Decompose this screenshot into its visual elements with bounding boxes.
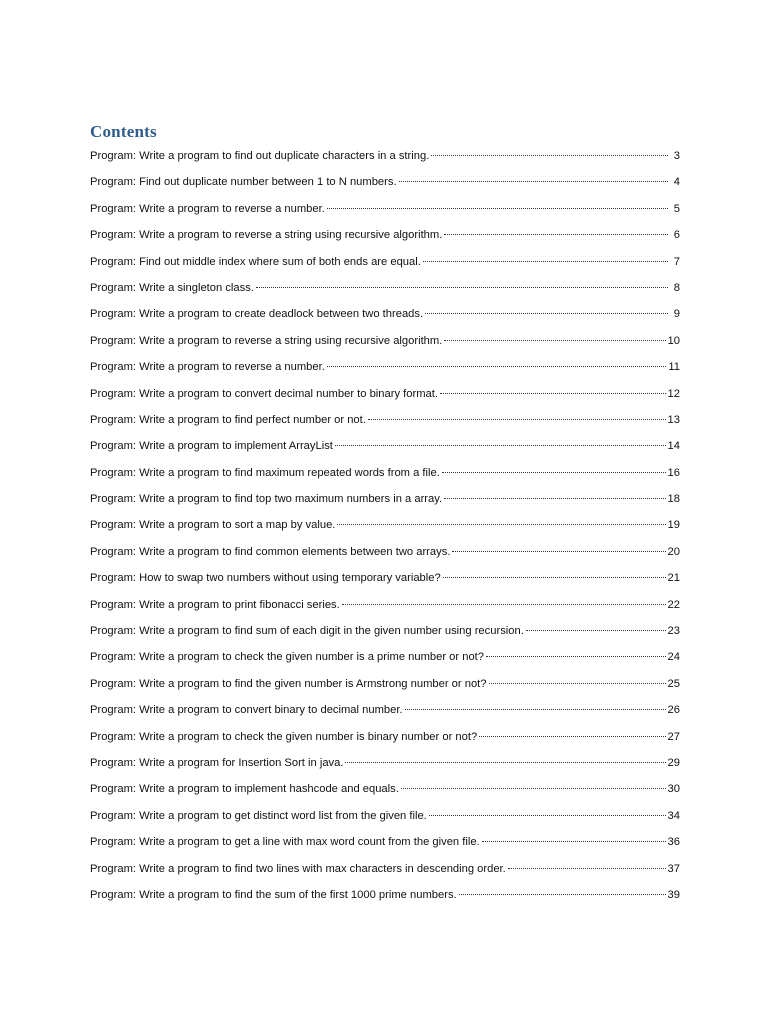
toc-entry-title: Program: Write a program to find two lines with max characters in descending order.	[90, 862, 506, 875]
toc-entry-title: Program: Write a program for Insertion Sort in java.	[90, 756, 344, 769]
toc-entry-title: Program: Write a program to sort a map by value.	[90, 519, 336, 532]
toc-dot-leader	[489, 682, 666, 684]
toc-entry-title: Program: Write a program to find sum of each digit in the given number using recursion.	[90, 625, 524, 638]
toc-entry[interactable]	[90, 728, 680, 754]
toc-entry[interactable]	[90, 780, 680, 806]
toc-entry-page-number: 6	[673, 229, 680, 242]
toc-dot-leader	[486, 655, 666, 657]
toc-entry-title: Program: Find out middle index where sum of both ends are equal.	[90, 255, 421, 268]
toc-dot-leader	[442, 471, 666, 473]
toc-entry-title: Program: Write a program to reverse a number.	[90, 202, 325, 215]
toc-entry-page-number: 24	[667, 651, 680, 664]
toc-entry-title: Program: Write a program to convert decimal number to binary format.	[90, 387, 438, 400]
toc-dot-leader	[479, 735, 665, 737]
toc-entry-page-number: 22	[667, 598, 680, 611]
toc-entry-page-number: 20	[667, 545, 680, 558]
toc-dot-leader	[399, 180, 668, 182]
toc-dot-leader	[256, 286, 668, 288]
toc-dot-leader	[452, 550, 665, 552]
toc-entry-page-number: 29	[667, 756, 680, 769]
toc-dot-leader	[482, 840, 666, 842]
toc-entry[interactable]	[90, 648, 680, 674]
toc-dot-leader	[345, 761, 665, 763]
toc-entry-title: Program: Write a singleton class.	[90, 281, 254, 294]
toc-dot-leader	[327, 207, 668, 209]
toc-entry-page-number: 39	[667, 888, 680, 901]
toc-entry-title: Program: Write a program to find the given number is Armstrong number or not?	[90, 677, 487, 690]
toc-entry-title: Program: Write a program to get distinct word list from the given file.	[90, 809, 427, 822]
toc-entry[interactable]	[90, 464, 680, 490]
toc-entry-title: Program: Write a program to find maximum repeated words from a file.	[90, 466, 440, 479]
toc-heading: Contents	[90, 122, 157, 141]
toc-entry[interactable]	[90, 675, 680, 701]
toc-entry[interactable]	[90, 173, 680, 199]
toc-entry-page-number: 37	[667, 862, 680, 875]
toc-entry-page-number: 11	[668, 361, 680, 374]
toc-entry-title: Program: Write a program to reverse a string using recursive algorithm.	[90, 334, 443, 347]
toc-dot-leader	[425, 312, 668, 314]
toc-entry-page-number: 19	[667, 519, 680, 532]
toc-entry-title: Program: Write a program to find the sum of the first 1000 prime numbers.	[90, 888, 457, 901]
toc-entry-title: Program: Write a program to print fibonacci series.	[90, 598, 340, 611]
toc-entry-page-number: 30	[667, 783, 680, 796]
toc-entry[interactable]	[90, 622, 680, 648]
toc-dot-leader	[423, 260, 668, 262]
toc-entry-page-number: 4	[673, 176, 680, 189]
toc-dot-leader	[508, 867, 666, 869]
toc-entry-page-number: 7	[673, 255, 680, 268]
toc-entry[interactable]	[90, 754, 680, 780]
toc-dot-leader	[440, 392, 666, 394]
toc-dot-leader	[429, 814, 666, 816]
toc-entry[interactable]	[90, 490, 680, 516]
toc-entry[interactable]	[90, 596, 680, 622]
toc-entry[interactable]	[90, 860, 680, 886]
toc-dot-leader	[368, 418, 666, 420]
toc-list	[90, 147, 680, 912]
toc-entry-page-number: 5	[673, 202, 680, 215]
toc-entry[interactable]	[90, 701, 680, 727]
toc-entry-title: Program: Write a program to convert binary to decimal number.	[90, 704, 403, 717]
toc-dot-leader	[327, 365, 667, 367]
toc-dot-leader	[526, 629, 666, 631]
toc-entry-page-number: 12	[667, 387, 680, 400]
toc-entry[interactable]	[90, 332, 680, 358]
toc-entry-page-number: 10	[667, 334, 680, 347]
toc-entry[interactable]	[90, 569, 680, 595]
toc-dot-leader	[459, 893, 666, 895]
toc-entry-title: Program: Write a program to implement hashcode and equals.	[90, 783, 399, 796]
toc-entry-title: Program: Write a program to check the given number is a prime number or not?	[90, 651, 485, 664]
toc-entry[interactable]	[90, 147, 680, 173]
toc-dot-leader	[401, 787, 666, 789]
toc-entry[interactable]	[90, 543, 680, 569]
toc-entry-title: Program: Write a program to find perfect number or not.	[90, 413, 366, 426]
toc-entry[interactable]	[90, 886, 680, 912]
toc-entry[interactable]	[90, 516, 680, 542]
toc-entry-page-number: 13	[667, 413, 680, 426]
toc-dot-leader	[444, 497, 665, 499]
toc-entry-page-number: 25	[667, 677, 680, 690]
toc-entry-title: Program: Find out duplicate number between 1 to N numbers.	[90, 176, 397, 189]
toc-entry[interactable]	[90, 279, 680, 305]
toc-entry-title: Program: How to swap two numbers without using temporary variable?	[90, 572, 441, 585]
toc-dot-leader	[444, 233, 668, 235]
toc-entry[interactable]	[90, 226, 680, 252]
toc-dot-leader	[337, 523, 665, 525]
toc-entry-title: Program: Write a program to get a line with max word count from the given file.	[90, 836, 480, 849]
toc-entry-title: Program: Write a program to create deadlock between two threads.	[90, 308, 424, 321]
toc-entry-page-number: 14	[667, 440, 680, 453]
toc-dot-leader	[335, 444, 666, 446]
toc-entry-title: Program: Write a program to check the given number is binary number or not?	[90, 730, 478, 743]
toc-entry-page-number: 23	[667, 625, 680, 638]
toc-entry[interactable]	[90, 411, 680, 437]
toc-entry-page-number: 3	[673, 150, 680, 162]
toc-entry-page-number: 9	[673, 308, 680, 321]
toc-dot-leader	[431, 154, 668, 156]
toc-dot-leader	[443, 576, 666, 578]
toc-entry-page-number: 34	[667, 809, 680, 822]
toc-entry[interactable]	[90, 437, 680, 463]
toc-entry-title: Program: Write a program to find top two maximum numbers in a array.	[90, 493, 443, 506]
toc-entry[interactable]	[90, 305, 680, 331]
toc-entry-title: Program: Write a program to reverse a string using recursive algorithm.	[90, 229, 443, 242]
toc-dot-leader	[342, 603, 666, 605]
toc-entry-title: Program: Write a program to find out duplicate characters in a string.	[90, 150, 430, 162]
toc-entry-page-number: 26	[667, 704, 680, 717]
toc-entry-page-number: 18	[667, 493, 680, 506]
toc-entry[interactable]	[90, 833, 680, 859]
toc-entry[interactable]	[90, 200, 680, 226]
toc-entry-page-number: 16	[667, 466, 680, 479]
toc-dot-leader	[444, 339, 665, 341]
toc-entry[interactable]	[90, 253, 680, 279]
toc-entry-title: Program: Write a program to find common elements between two arrays.	[90, 545, 451, 558]
toc-entry[interactable]	[90, 807, 680, 833]
toc-entry-title: Program: Write a program to implement ArrayList	[90, 440, 333, 453]
toc-entry-page-number: 27	[667, 730, 680, 743]
toc-entry-page-number: 36	[667, 836, 680, 849]
toc-entry-page-number: 21	[667, 572, 680, 585]
toc-entry[interactable]	[90, 358, 680, 384]
toc-entry[interactable]	[90, 385, 680, 411]
toc-entry-page-number: 8	[673, 281, 680, 294]
toc-dot-leader	[405, 708, 666, 710]
toc-entry-title: Program: Write a program to reverse a number.	[90, 361, 325, 374]
